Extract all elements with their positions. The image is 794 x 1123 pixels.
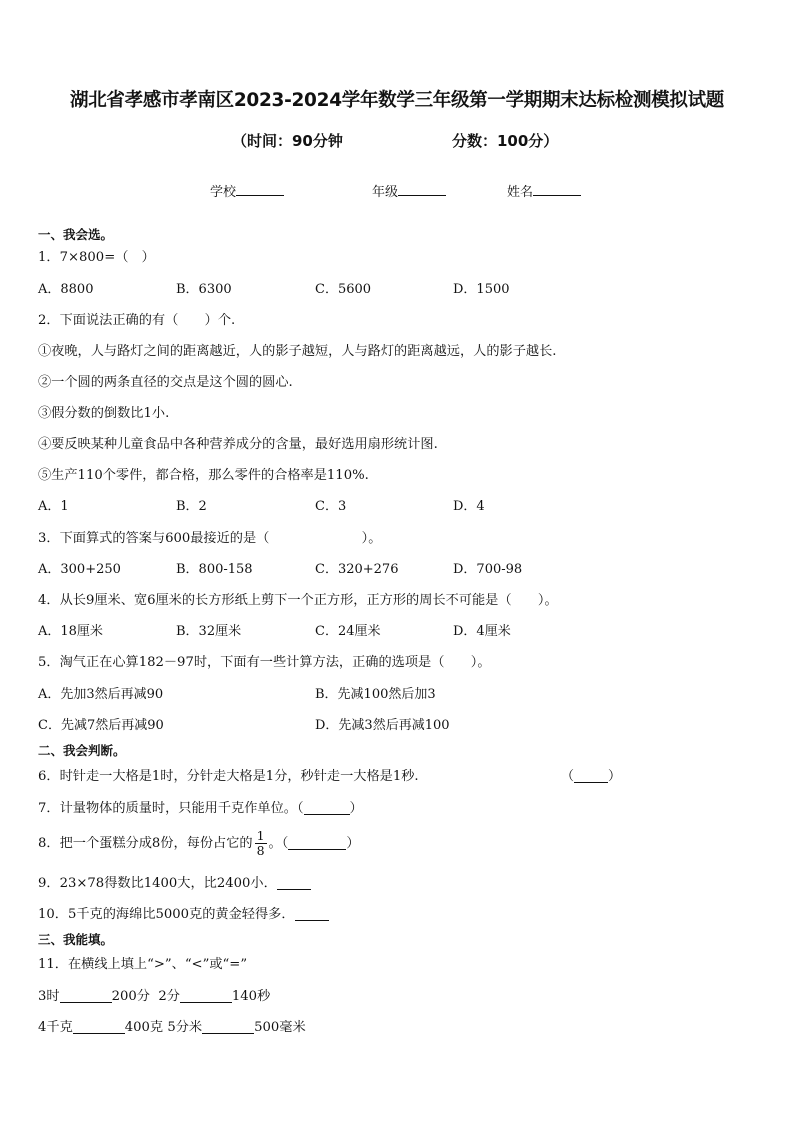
school-blank[interactable]: [236, 183, 284, 196]
q4-option-d[interactable]: D．4厘米: [453, 624, 511, 639]
q1-option-b[interactable]: B．6300: [176, 282, 232, 297]
q9-statement: 9．23×78得数比1400大，比2400小．: [38, 876, 277, 891]
page-title: 湖北省孝感市孝南区2023-2024学年数学三年级第一学期期末达标检测模拟试题: [70, 90, 724, 111]
exam-time: （时间：90分钟: [232, 132, 343, 150]
q7-answer-blank[interactable]: [304, 800, 350, 815]
q11-r1b-left: 2分: [158, 989, 180, 1004]
q11-r1b-right: 140秒: [231, 989, 271, 1004]
q2-option-c[interactable]: C．3: [315, 499, 347, 514]
q11-r2b-left: 5分米: [167, 1020, 203, 1035]
q3-option-d[interactable]: D．700-98: [453, 562, 523, 577]
q8-line: [38, 829, 360, 859]
section-2-heading: 二、我会判断。: [38, 743, 126, 758]
school-label: 学校: [210, 185, 237, 200]
q8-paren-close: ）: [346, 836, 360, 851]
q3-stem: 3．下面算式的答案与600最接近的是（ ）。: [38, 531, 382, 546]
q11-r2b-blank[interactable]: [202, 1019, 254, 1034]
q6-answer-blank[interactable]: [574, 768, 608, 783]
q5-option-c[interactable]: C．先减7然后再减90: [38, 718, 164, 733]
q11-r2a-blank[interactable]: [73, 1019, 125, 1034]
q11-r2a-right: 400克: [124, 1020, 164, 1035]
q8-answer-blank[interactable]: [288, 835, 346, 850]
q8-fraction: [255, 829, 267, 858]
q11-r2b-right: 500毫米: [254, 1020, 306, 1035]
q4-stem: 4．从长9厘米、宽6厘米的长方形纸上剪下一个正方形，正方形的周长不可能是（ ）。: [38, 593, 558, 608]
q11-r1a-blank[interactable]: [60, 988, 112, 1003]
q5-stem: 5．淘气正在心算182－97时，下面有一些计算方法，正确的选项是（ ）。: [38, 655, 491, 670]
name-label: 姓名: [507, 185, 534, 200]
q6-paren-open: （: [561, 769, 575, 784]
q8-fraction-numerator: 1: [256, 828, 265, 843]
q1-stem: 1．7×800=（ ）: [38, 250, 155, 265]
q10-line: [38, 906, 329, 924]
q11-row-2: [38, 1019, 306, 1037]
q9-answer-blank[interactable]: [277, 875, 311, 890]
q11-stem: 11．在横线上填上“>”、“<”或“=”: [38, 957, 248, 972]
q8-statement: 8．把一个蛋糕分成8份，每份占它的: [38, 836, 253, 851]
q1-option-c[interactable]: C．5600: [315, 282, 372, 297]
grade-label: 年级: [372, 185, 399, 200]
q11-r1a-right: 200分: [111, 989, 150, 1004]
q2-option-d[interactable]: D．4: [453, 499, 485, 514]
q7-statement: 7．计量物体的质量时，只能用千克作单位。（: [38, 801, 304, 816]
q1-option-a[interactable]: A．8800: [38, 282, 94, 297]
school-field: [210, 181, 284, 200]
q2-statement-5: ⑤生产110个零件，都合格，那么零件的合格率是110%.: [38, 468, 369, 483]
q6-paren-close: ）: [608, 769, 622, 784]
section-3-heading: 三、我能填。: [38, 932, 114, 947]
q4-option-a[interactable]: A．18厘米: [38, 624, 103, 639]
q5-option-d[interactable]: D．先减3然后再减100: [315, 718, 450, 733]
q11-r1a-left: 3时: [38, 989, 60, 1004]
q2-option-b[interactable]: B．2: [176, 499, 207, 514]
q5-option-b[interactable]: B．先减100然后加3: [315, 687, 436, 702]
exam-score: 分数：100分）: [452, 132, 559, 150]
q7-paren-close: ）: [349, 801, 363, 816]
q9-line: [38, 875, 311, 893]
q2-option-a[interactable]: A．1: [38, 499, 69, 514]
q7-line: [38, 800, 363, 818]
q6-statement: 6．时针走一大格是1时，分针走大格是1分，秒针走一大格是1秒.: [38, 769, 419, 784]
q8-statement-tail: 。（: [268, 836, 289, 851]
name-blank[interactable]: [533, 183, 581, 196]
q10-statement: 10．5千克的海绵比5000克的黄金轻得多．: [38, 907, 295, 922]
q10-answer-blank[interactable]: [295, 906, 329, 921]
name-field: [507, 181, 581, 200]
q2-statement-3: ③假分数的倒数比1小.: [38, 406, 170, 421]
q11-r1b-blank[interactable]: [180, 988, 232, 1003]
section-1-heading: 一、我会选。: [38, 227, 114, 242]
q2-statement-4: ④要反映某种儿童食品中各种营养成分的含量，最好选用扇形统计图.: [38, 437, 438, 452]
q6-answer: [561, 768, 621, 786]
q5-option-a[interactable]: A．先加3然后再减90: [38, 687, 164, 702]
q4-option-b[interactable]: B．32厘米: [176, 624, 242, 639]
q2-statement-2: ②一个圆的两条直径的交点是这个圆的圆心.: [38, 375, 293, 390]
q2-stem: 2．下面说法正确的有（ ）个.: [38, 313, 236, 328]
q2-statement-1: ①夜晚，人与路灯之间的距离越近，人的影子越短，人与路灯的距离越远，人的影子越长.: [38, 344, 557, 359]
q11-row-1: [38, 988, 270, 1006]
q3-option-b[interactable]: B．800-158: [176, 562, 253, 577]
grade-blank[interactable]: [398, 183, 446, 196]
q3-option-c[interactable]: C．320+276: [315, 562, 399, 577]
q1-option-d[interactable]: D．1500: [453, 282, 510, 297]
q8-fraction-denominator: 8: [256, 843, 265, 858]
q11-r2a-left: 4千克: [38, 1020, 73, 1035]
grade-field: [372, 181, 446, 200]
q4-option-c[interactable]: C．24厘米: [315, 624, 381, 639]
q3-option-a[interactable]: A．300+250: [38, 562, 121, 577]
